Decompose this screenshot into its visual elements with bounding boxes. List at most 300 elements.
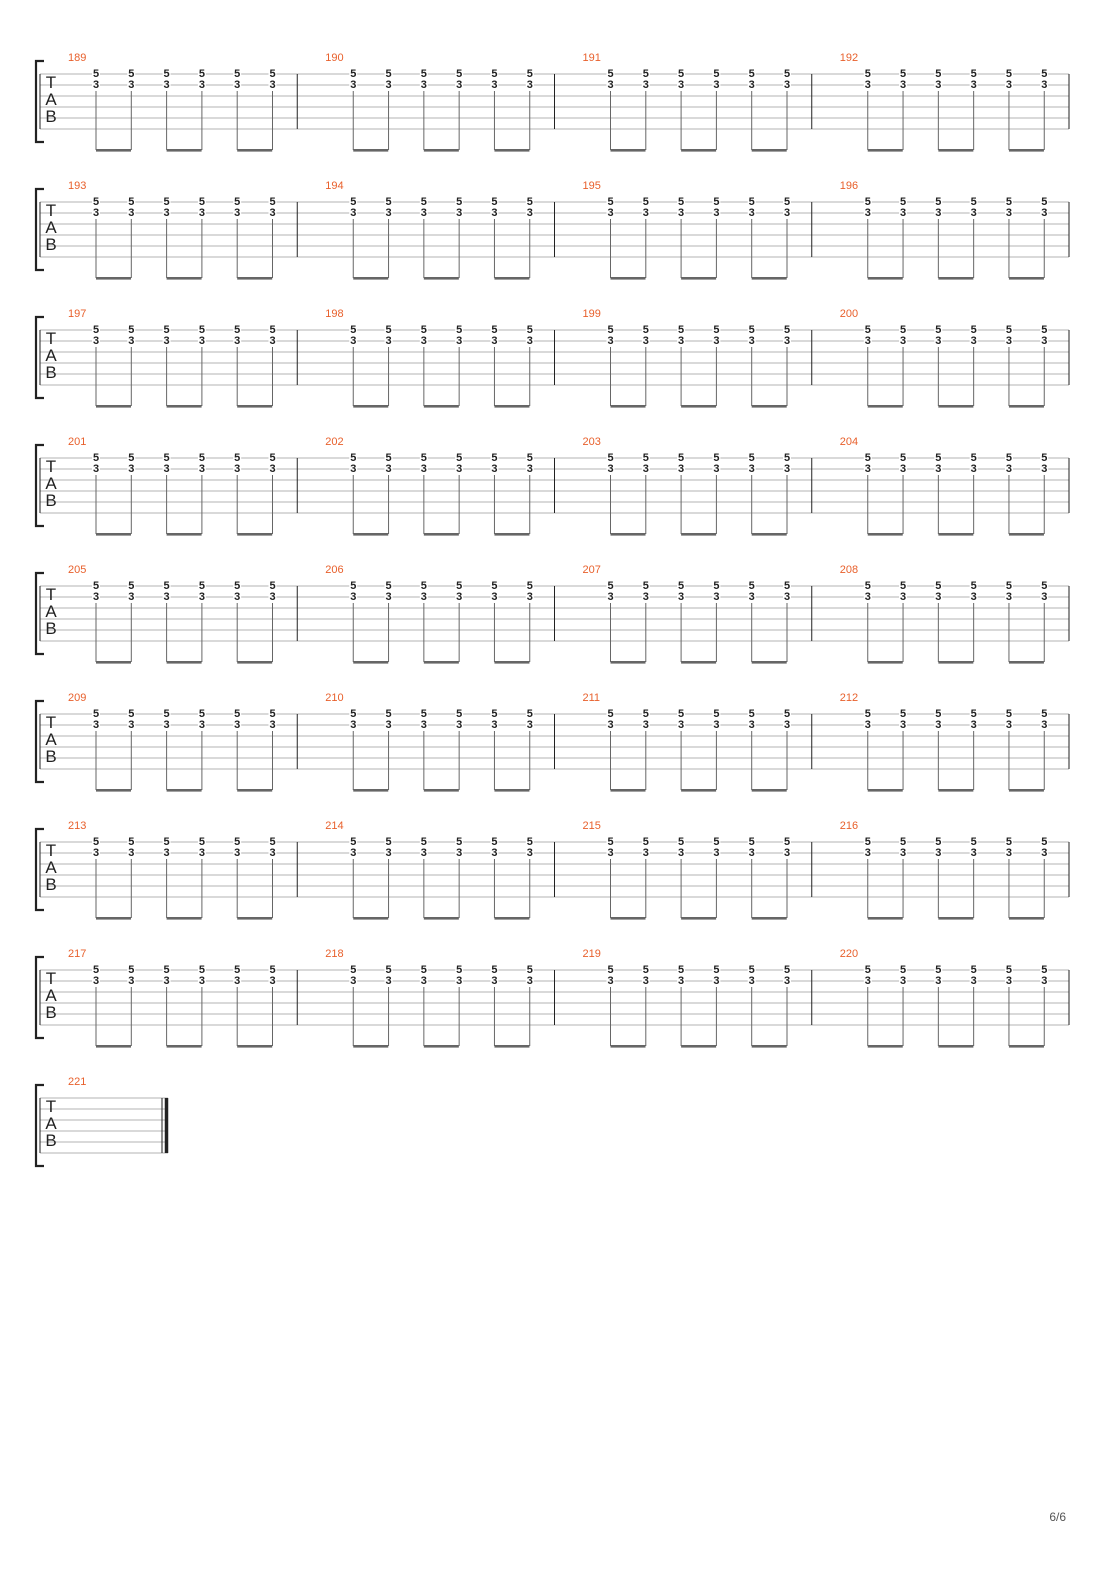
note-beam <box>611 405 646 408</box>
note-beam <box>494 149 529 152</box>
fret-number: 5 <box>198 68 205 80</box>
fret-number: 5 <box>420 708 427 720</box>
fret-number: 3 <box>128 463 135 475</box>
note-beam <box>1009 149 1044 152</box>
fret-number: 3 <box>491 335 498 347</box>
fret-number: 3 <box>713 335 720 347</box>
note-beam <box>681 1045 716 1048</box>
note-beam <box>494 661 529 664</box>
fret-number: 5 <box>1041 708 1048 720</box>
tab-clef-letter: T <box>45 713 57 732</box>
fret-number: 3 <box>1005 847 1013 859</box>
note-beam <box>1009 1045 1044 1048</box>
fret-number: 3 <box>198 207 205 219</box>
fret-number: 3 <box>128 847 135 859</box>
fret-number: 3 <box>1005 207 1013 219</box>
note-beam <box>237 405 272 408</box>
fret-number: 3 <box>350 207 357 219</box>
fret-number: 5 <box>783 580 791 592</box>
note-beam <box>868 1045 903 1048</box>
fret-number: 3 <box>456 463 463 475</box>
fret-number: 5 <box>456 580 463 592</box>
note-beam <box>611 661 646 664</box>
fret-number: 3 <box>526 79 533 91</box>
fret-number: 3 <box>783 79 791 91</box>
fret-number: 3 <box>491 975 498 987</box>
measure-number: 195 <box>582 180 601 192</box>
fret-number: 3 <box>350 591 357 603</box>
fret-number: 5 <box>92 324 100 336</box>
fret-number: 5 <box>456 964 463 976</box>
note-beam <box>752 789 787 792</box>
fret-number: 3 <box>935 79 942 91</box>
measure-number: 204 <box>839 436 859 448</box>
fret-number: 3 <box>385 591 392 603</box>
tab-clef-letter: A <box>45 986 57 1005</box>
fret-number: 3 <box>420 975 427 987</box>
fret-number: 5 <box>198 836 205 848</box>
fret-number: 5 <box>1041 196 1048 208</box>
fret-number: 5 <box>92 580 100 592</box>
fret-number: 5 <box>899 452 907 464</box>
fret-number: 5 <box>92 452 100 464</box>
fret-number: 5 <box>1041 964 1048 976</box>
fret-number: 5 <box>642 196 649 208</box>
fret-number: 5 <box>234 196 241 208</box>
fret-number: 3 <box>526 591 533 603</box>
fret-number: 5 <box>748 196 755 208</box>
fret-number: 3 <box>970 719 977 731</box>
fret-number: 5 <box>607 708 614 720</box>
fret-number: 3 <box>713 847 720 859</box>
fret-number: 3 <box>864 719 871 731</box>
fret-number: 3 <box>748 207 755 219</box>
fret-number: 3 <box>198 79 205 91</box>
fret-number: 5 <box>163 836 170 848</box>
fret-number: 5 <box>713 964 720 976</box>
measure-number: 196 <box>839 180 859 192</box>
fret-number: 5 <box>678 452 685 464</box>
note-beam <box>938 917 973 920</box>
fret-number: 3 <box>491 79 498 91</box>
fret-number: 3 <box>607 207 614 219</box>
note-beam <box>96 1045 131 1048</box>
fret-number: 3 <box>491 463 498 475</box>
fret-number: 5 <box>269 964 276 976</box>
fret-number: 5 <box>491 836 498 848</box>
tab-clef-letter: A <box>45 218 57 237</box>
fret-number: 3 <box>420 719 427 731</box>
tab-clef-letter: A <box>45 346 57 365</box>
fret-number: 3 <box>491 591 498 603</box>
fret-number: 3 <box>198 847 205 859</box>
fret-number: 3 <box>1041 335 1048 347</box>
fret-number: 5 <box>1041 68 1048 80</box>
tab-clef-letter: B <box>45 363 57 382</box>
fret-number: 3 <box>1041 847 1048 859</box>
fret-number: 3 <box>420 463 427 475</box>
fret-number: 5 <box>899 196 907 208</box>
fret-number: 5 <box>491 452 498 464</box>
fret-number: 5 <box>713 580 720 592</box>
fret-number: 5 <box>420 964 427 976</box>
tab-clef-letter: B <box>45 491 57 510</box>
fret-number: 5 <box>1005 452 1013 464</box>
note-beam <box>681 789 716 792</box>
fret-number: 5 <box>678 580 685 592</box>
fret-number: 5 <box>420 68 427 80</box>
note-beam <box>353 1045 388 1048</box>
note-beam <box>167 277 202 280</box>
fret-number: 5 <box>234 580 241 592</box>
fret-number: 3 <box>92 847 100 859</box>
fret-number: 5 <box>935 708 942 720</box>
fret-number: 3 <box>864 975 871 987</box>
fret-number: 3 <box>92 591 100 603</box>
fret-number: 5 <box>642 324 649 336</box>
measure-number: 218 <box>325 948 344 960</box>
fret-number: 3 <box>935 847 942 859</box>
fret-number: 5 <box>128 452 135 464</box>
note-beam <box>96 661 131 664</box>
fret-number: 5 <box>350 836 357 848</box>
fret-number: 3 <box>935 335 942 347</box>
note-beam <box>868 661 903 664</box>
fret-number: 3 <box>385 207 392 219</box>
note-beam <box>167 917 202 920</box>
fret-number: 3 <box>899 335 907 347</box>
fret-number: 5 <box>642 68 649 80</box>
fret-number: 5 <box>935 196 942 208</box>
fret-number: 3 <box>678 335 685 347</box>
measure-number: 201 <box>68 436 87 448</box>
fret-number: 5 <box>748 68 755 80</box>
note-beam <box>353 917 388 920</box>
note-beam <box>167 533 202 536</box>
fret-number: 3 <box>163 463 170 475</box>
fret-number: 3 <box>678 975 685 987</box>
fret-number: 5 <box>385 708 392 720</box>
fret-number: 3 <box>607 847 614 859</box>
fret-number: 3 <box>420 847 427 859</box>
fret-number: 3 <box>234 335 241 347</box>
note-beam <box>494 405 529 408</box>
fret-number: 3 <box>1041 719 1048 731</box>
fret-number: 5 <box>1041 324 1048 336</box>
fret-number: 3 <box>1005 719 1013 731</box>
tab-clef-letter: B <box>45 1003 57 1022</box>
note-beam <box>167 149 202 152</box>
fret-number: 5 <box>678 708 685 720</box>
fret-number: 5 <box>607 836 614 848</box>
fret-number: 5 <box>385 452 392 464</box>
fret-number: 5 <box>748 708 755 720</box>
note-beam <box>237 149 272 152</box>
fret-number: 3 <box>234 847 241 859</box>
fret-number: 3 <box>198 591 205 603</box>
fret-number: 3 <box>935 719 942 731</box>
fret-number: 5 <box>642 452 649 464</box>
fret-number: 3 <box>128 719 135 731</box>
note-beam <box>1009 917 1044 920</box>
measure-number: 190 <box>325 52 344 64</box>
measure-number: 189 <box>68 52 87 64</box>
note-beam <box>494 533 529 536</box>
fret-number: 5 <box>783 836 791 848</box>
fret-number: 3 <box>385 975 392 987</box>
fret-number: 5 <box>607 964 614 976</box>
fret-number: 3 <box>713 719 720 731</box>
fret-number: 3 <box>748 335 755 347</box>
fret-number: 3 <box>198 335 205 347</box>
measure-number: 221 <box>68 1076 87 1088</box>
note-beam <box>611 277 646 280</box>
fret-number: 3 <box>935 463 942 475</box>
fret-number: 3 <box>456 79 463 91</box>
fret-number: 3 <box>92 463 100 475</box>
note-beam <box>681 277 716 280</box>
fret-number: 3 <box>642 207 649 219</box>
fret-number: 5 <box>128 708 135 720</box>
fret-number: 5 <box>456 324 463 336</box>
fret-number: 5 <box>1005 196 1013 208</box>
fret-number: 3 <box>970 463 977 475</box>
fret-number: 5 <box>491 324 498 336</box>
note-beam <box>237 789 272 792</box>
fret-number: 3 <box>526 207 533 219</box>
fret-number: 5 <box>713 452 720 464</box>
fret-number: 5 <box>970 452 977 464</box>
fret-number: 5 <box>526 196 533 208</box>
tab-clef-letter: T <box>45 841 57 860</box>
fret-number: 3 <box>420 207 427 219</box>
fret-number: 5 <box>385 580 392 592</box>
fret-number: 3 <box>783 847 791 859</box>
fret-number: 5 <box>128 836 135 848</box>
fret-number: 5 <box>970 196 977 208</box>
fret-number: 3 <box>864 335 871 347</box>
fret-number: 5 <box>864 964 871 976</box>
fret-number: 5 <box>678 324 685 336</box>
fret-number: 5 <box>864 196 871 208</box>
fret-number: 5 <box>92 836 100 848</box>
fret-number: 5 <box>1005 68 1013 80</box>
fret-number: 5 <box>899 836 907 848</box>
fret-number: 3 <box>713 463 720 475</box>
note-beam <box>96 405 131 408</box>
note-beam <box>424 405 459 408</box>
fret-number: 5 <box>350 708 357 720</box>
measure-number: 198 <box>325 308 344 320</box>
note-beam <box>868 149 903 152</box>
note-beam <box>237 277 272 280</box>
tab-clef-letter: T <box>45 585 57 604</box>
fret-number: 3 <box>899 79 907 91</box>
fret-number: 3 <box>607 79 614 91</box>
note-beam <box>96 277 131 280</box>
fret-number: 3 <box>269 335 276 347</box>
tab-clef-letter: A <box>45 474 57 493</box>
measure-number: 208 <box>839 564 859 576</box>
fret-number: 5 <box>491 580 498 592</box>
note-beam <box>167 789 202 792</box>
fret-number: 5 <box>350 324 357 336</box>
fret-number: 3 <box>456 591 463 603</box>
note-beam <box>237 1045 272 1048</box>
fret-number: 3 <box>899 591 907 603</box>
fret-number: 5 <box>935 68 942 80</box>
fret-number: 3 <box>198 719 205 731</box>
fret-number: 5 <box>350 452 357 464</box>
note-beam <box>237 533 272 536</box>
fret-number: 5 <box>526 708 533 720</box>
fret-number: 5 <box>234 708 241 720</box>
note-beam <box>1009 789 1044 792</box>
fret-number: 3 <box>678 207 685 219</box>
note-beam <box>353 789 388 792</box>
fret-number: 3 <box>642 719 649 731</box>
page-number: 6/6 <box>1049 1510 1066 1524</box>
note-beam <box>752 661 787 664</box>
fret-number: 3 <box>92 207 100 219</box>
tab-clef-letter: T <box>45 73 57 92</box>
note-beam <box>611 1045 646 1048</box>
note-beam <box>1009 277 1044 280</box>
fret-number: 5 <box>642 708 649 720</box>
fret-number: 3 <box>526 335 533 347</box>
note-beam <box>611 917 646 920</box>
fret-number: 3 <box>420 79 427 91</box>
fret-number: 3 <box>678 719 685 731</box>
fret-number: 5 <box>269 708 276 720</box>
note-beam <box>938 789 973 792</box>
note-beam <box>938 149 973 152</box>
tab-clef-letter: T <box>45 201 57 220</box>
fret-number: 5 <box>783 708 791 720</box>
fret-number: 5 <box>128 324 135 336</box>
fret-number: 3 <box>385 719 392 731</box>
fret-number: 5 <box>92 196 100 208</box>
tab-clef-letter: T <box>45 457 57 476</box>
fret-number: 5 <box>1041 580 1048 592</box>
note-beam <box>96 789 131 792</box>
fret-number: 3 <box>269 463 276 475</box>
fret-number: 3 <box>748 719 755 731</box>
fret-number: 3 <box>234 463 241 475</box>
tab-clef-letter: A <box>45 1114 57 1133</box>
fret-number: 5 <box>526 964 533 976</box>
fret-number: 5 <box>607 324 614 336</box>
fret-number: 5 <box>1005 708 1013 720</box>
fret-number: 5 <box>748 324 755 336</box>
fret-number: 3 <box>456 207 463 219</box>
fret-number: 5 <box>642 964 649 976</box>
fret-number: 3 <box>607 463 614 475</box>
fret-number: 3 <box>234 975 241 987</box>
note-beam <box>494 917 529 920</box>
fret-number: 5 <box>491 196 498 208</box>
fret-number: 3 <box>269 719 276 731</box>
fret-number: 3 <box>899 847 907 859</box>
note-beam <box>681 149 716 152</box>
fret-number: 5 <box>607 68 614 80</box>
fret-number: 3 <box>1041 591 1048 603</box>
note-beam <box>938 533 973 536</box>
note-beam <box>96 917 131 920</box>
fret-number: 3 <box>678 79 685 91</box>
fret-number: 5 <box>420 580 427 592</box>
fret-number: 5 <box>350 196 357 208</box>
tab-clef-letter: A <box>45 858 57 877</box>
fret-number: 5 <box>234 964 241 976</box>
fret-number: 5 <box>128 68 135 80</box>
fret-number: 5 <box>970 68 977 80</box>
fret-number: 3 <box>163 207 170 219</box>
fret-number: 3 <box>526 719 533 731</box>
fret-number: 5 <box>783 196 791 208</box>
note-beam <box>681 533 716 536</box>
fret-number: 5 <box>198 196 205 208</box>
measure-number: 216 <box>839 820 859 832</box>
measure-number: 202 <box>325 436 344 448</box>
note-beam <box>424 789 459 792</box>
note-beam <box>938 1045 973 1048</box>
fret-number: 5 <box>163 324 170 336</box>
fret-number: 5 <box>970 324 977 336</box>
fret-number: 5 <box>864 68 871 80</box>
fret-number: 5 <box>1041 452 1048 464</box>
fret-number: 3 <box>420 591 427 603</box>
fret-number: 3 <box>350 335 357 347</box>
fret-number: 3 <box>269 207 276 219</box>
measure-number: 191 <box>582 52 601 64</box>
note-beam <box>167 661 202 664</box>
fret-number: 3 <box>713 79 720 91</box>
measure-number: 217 <box>68 948 87 960</box>
fret-number: 5 <box>526 580 533 592</box>
fret-number: 3 <box>456 335 463 347</box>
fret-number: 3 <box>163 975 170 987</box>
fret-number: 5 <box>1005 964 1013 976</box>
fret-number: 3 <box>899 463 907 475</box>
fret-number: 5 <box>350 580 357 592</box>
fret-number: 3 <box>385 847 392 859</box>
fret-number: 3 <box>350 975 357 987</box>
note-beam <box>424 917 459 920</box>
fret-number: 5 <box>128 196 135 208</box>
fret-number: 5 <box>92 964 100 976</box>
fret-number: 3 <box>491 847 498 859</box>
measure-number: 200 <box>839 308 859 320</box>
note-beam <box>353 533 388 536</box>
fret-number: 3 <box>128 591 135 603</box>
fret-number: 3 <box>713 975 720 987</box>
fret-number: 5 <box>350 964 357 976</box>
note-beam <box>96 149 131 152</box>
fret-number: 5 <box>456 836 463 848</box>
note-beam <box>611 149 646 152</box>
fret-number: 3 <box>899 975 907 987</box>
fret-number: 3 <box>783 719 791 731</box>
tab-clef-letter: B <box>45 619 57 638</box>
fret-number: 3 <box>748 591 755 603</box>
note-beam <box>752 405 787 408</box>
fret-number: 5 <box>420 836 427 848</box>
fret-number: 3 <box>970 975 977 987</box>
fret-number: 3 <box>607 975 614 987</box>
fret-number: 5 <box>491 708 498 720</box>
fret-number: 5 <box>1005 836 1013 848</box>
